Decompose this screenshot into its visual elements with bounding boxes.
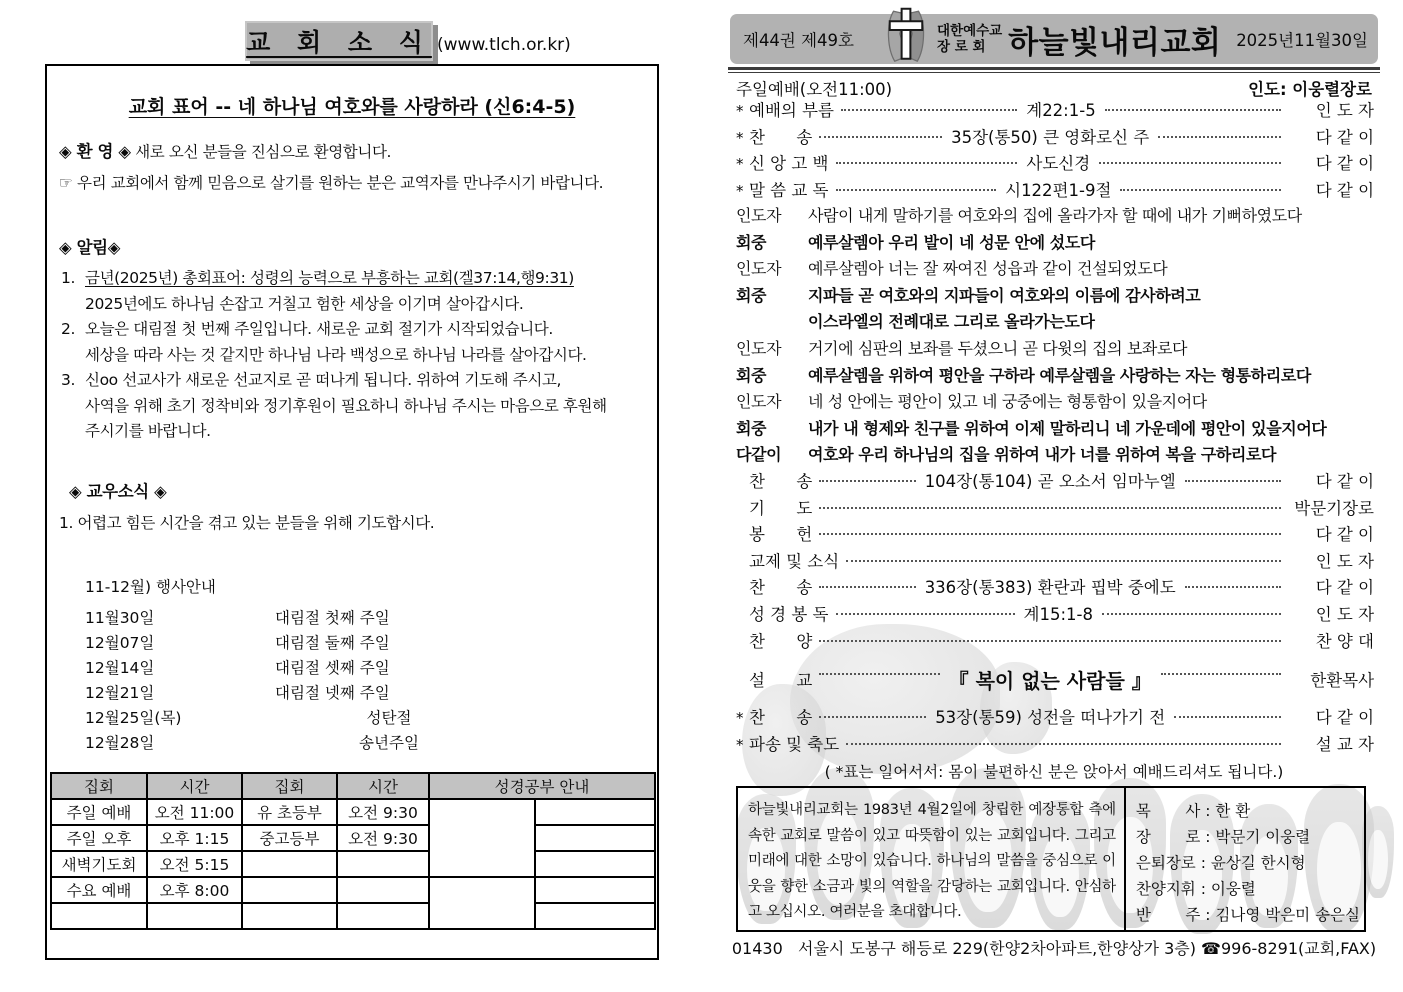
order-line: 성 경 봉 독 계15:1-8 인 도 자 (749, 604, 1375, 624)
order-line: 찬 송 104장(통104) 곧 오소서 임마누엘 다 같 이 (749, 472, 1375, 491)
announcement-item-cont: 2025년에도 하나님 손잡고 거칠고 험한 세상을 이기며 살아갑시다. (85, 294, 524, 313)
order-line: 교제 및 소식 인 도 자 (749, 551, 1374, 571)
reading-line: 회중 예루살렘을 위하여 평안을 구하라 예루살렘을 사랑하는 자는 형통하리로다 (736, 365, 1311, 385)
table-row: 새벽기도회 오전 5:15 (51, 851, 655, 877)
order-line: 기 도 박문기장로 (749, 498, 1374, 518)
sermon-title: 『 복이 없는 사람들 』 (948, 668, 1152, 693)
staff-line: 찬양지휘 : 이웅렬 (1135, 880, 1256, 898)
reading-line: 인도자 사람이 내게 말하기를 여호와의 집에 올라가자 할 때에 내가 기뻐하였도다 (736, 206, 1302, 225)
staff-line: 목 사 : 한 환 (1135, 802, 1251, 820)
member-news-section (47, 478, 681, 536)
church-website-url: (www.tlch.or.kr) (437, 35, 571, 55)
event-row: 12월28일 송년주일 (85, 734, 419, 752)
announcement-item: 1. 금년(2025년) 총회표어: 성령의 능력으로 부흥하는 교회(겔37:14,행9:31) (61, 269, 574, 287)
service-schedule-table (50, 772, 656, 930)
col-header-meeting-2: 집회 (242, 773, 337, 799)
church-introduction: 하늘빛내리교회는 1983년 4월2일에 창립한 예장통합 측에 속한 교회로 말씀이 있고 따뜻함이 있는 교회입니다. 그리고 미래에 대한 소망이 있습니다. 하나님의 말씀을 중심으로 이웃을 향한 소금과 빛의 역할을 감당하는 교회입니다. 안심하고 오십시오. 여러분을 초대합니다. (748, 802, 1116, 920)
reading-line: 회중 내가 내 형제와 친구를 위하여 이제 말하리니 네 가운데에 평안이 있을지어다 (736, 418, 1327, 438)
church-name: 하늘빛내리교회 (1008, 24, 1222, 61)
order-line: * 말 씀 교 독 시122편1-9절 다 같 이 (736, 180, 1375, 200)
denomination-label: 대한예수교 장 로 회 (937, 23, 1003, 55)
announcements-section (47, 234, 681, 445)
welcome-line-2: ☞ 우리 교회에서 함께 믿음으로 살기를 원하는 분은 교역자를 만나주시기 바랍니다. (59, 174, 604, 192)
masthead-divider (728, 67, 1380, 73)
announcement-item-cont: 사역을 위해 초기 정착비와 정기후원이 필요하니 하나님 주시는 마음으로 후원해 (85, 396, 607, 415)
table-row: 수요 예배 오후 8:00 (51, 877, 655, 903)
service-leader: 인도: 이웅렬장로 (1248, 80, 1372, 99)
announcement-item: 3. 신oo 선교사가 새로운 선교지로 곧 떠나게 됩니다. 위하여 기도해 주시고, (61, 371, 562, 389)
col-header-time: 시간 (147, 773, 242, 799)
issue-date: 2025년11월30일 (1236, 31, 1368, 50)
table-row: 주일 오후 오후 1:15 중고등부 오전 9:30 (51, 825, 655, 851)
reading-line: 회중 예루살렘아 우리 발이 네 성문 안에 섰도다 (736, 232, 1095, 252)
col-header-meeting: 집회 (51, 773, 147, 799)
order-line: 봉 헌 다 같 이 (749, 525, 1374, 545)
reading-line: 이스라엘의 전례대로 그리로 올라가는도다 (808, 312, 1095, 332)
service-time: 주일예배(오전11:00) (736, 80, 893, 99)
welcome-line-1: ◈ 환 영 ◈ 새로 오신 분들을 진심으로 환영합니다. (59, 142, 392, 161)
cross-logo-icon (881, 6, 931, 64)
reading-line: 다같이 여호와 우리 하나님의 집을 위하여 내가 너를 위하여 복을 구하리로다 (736, 445, 1277, 465)
left-page (0, 0, 700, 992)
welcome-heading: ◈ 환 영 ◈ (59, 142, 131, 161)
issue-number: 제44권 제49호 (743, 31, 854, 50)
staff-line: 장 로 : 박문기 이웅렬 (1135, 828, 1311, 846)
reading-line: 인도자 네 성 안에는 평안이 있고 네 궁중에는 형통함이 있을지어다 (736, 392, 1207, 412)
bible-study-cell (535, 825, 655, 851)
events-heading: 11-12월) 행사안내 (85, 578, 216, 596)
church-news-title: 교 회 소 식 (246, 28, 432, 57)
staff-list (1124, 788, 1364, 930)
church-motto: 교회 표어 -- 네 하나님 여호와를 사랑하라 (신6:4-5) (128, 96, 576, 118)
sermon-line: 설 교 『 복이 없는 사람들 』 한환목사 (736, 654, 1374, 704)
worship-order-middle (736, 468, 1374, 654)
staff-line: 은퇴장로 : 윤상길 한시형 (1135, 854, 1306, 872)
bible-study-cell (535, 851, 655, 877)
masthead (730, 14, 1378, 64)
responsive-reading (736, 203, 1381, 469)
events-section (47, 574, 707, 756)
reading-line: 회중 지파들 곧 여호와의 지파들이 여호와의 이름에 감사하려고 (736, 285, 1201, 305)
right-page (728, 0, 1403, 992)
welcome-section (47, 136, 681, 199)
order-line: * 파송 및 축도 설 교 자 (736, 734, 1374, 754)
table-header-row (51, 773, 655, 799)
church-address-footer: 01430 서울시 도봉구 해등로 229(한양2차아파트,한양상가 3층) ☎996-8291(교회,FAX) (731, 939, 1377, 958)
bible-study-cell (429, 877, 535, 929)
member-news-item: 1. 어렵고 힘든 시간을 겪고 있는 분들을 위해 기도합시다. (59, 514, 435, 532)
order-line: * 찬 송 35장(통50) 큰 영화로신 주 다 같 이 (736, 127, 1375, 147)
worship-order-top (736, 97, 1374, 203)
event-row: 12월07일 대림절 둘째 주일 (85, 634, 390, 652)
church-news-title-box (245, 21, 433, 61)
bible-study-cell (429, 799, 535, 877)
order-line: * 신 앙 고 백 사도신경 다 같 이 (736, 154, 1375, 174)
reading-line: 인도자 거기에 심판의 보좌를 두셨으니 곧 다윗의 집의 보좌로다 (736, 338, 1188, 358)
announcements-heading: ◈ 알림◈ (59, 238, 121, 257)
bible-study-cell (535, 877, 655, 903)
event-row: 12월14일 대림절 셋째 주일 (85, 659, 390, 677)
left-page-content-box (45, 64, 659, 960)
order-line: 찬 송 336장(통383) 환란과 핍박 중에도 다 같 이 (749, 578, 1375, 598)
announcement-item-cont: 세상을 따라 사는 것 같지만 하나님 나라 백성으로 하나님 나라를 살아갑시다. (85, 345, 587, 364)
announcement-item: 2. 오늘은 대림절 첫 번째 주일입니다. 새로운 교회 절기가 시작되었습니다. (61, 320, 553, 338)
bible-study-cell (535, 903, 655, 929)
standing-note: ( *표는 일어서서: 몸이 불편하신 분은 앉아서 예배드리셔도 됩니다.) (824, 763, 1284, 781)
worship-order-bottom (736, 704, 1374, 757)
event-row: 11월30일 대림절 첫째 주일 (85, 609, 390, 627)
col-header-bible-study: 성경공부 안내 (429, 773, 655, 799)
order-line: * 예배의 부름 계22:1-5 인 도 자 (736, 101, 1374, 120)
order-line: 찬 양 찬 양 대 (749, 631, 1374, 651)
col-header-time-2: 시간 (337, 773, 429, 799)
announcement-item-cont: 주시기를 바랍니다. (85, 422, 211, 440)
event-row: 12월21일 대림절 넷째 주일 (85, 684, 390, 702)
staff-line: 반 주 : 김나영 박은미 송은실 (1135, 906, 1360, 924)
event-row: 12월25일(목) 성탄절 (85, 709, 412, 727)
member-news-heading: ◈ 교우소식 ◈ (69, 482, 167, 501)
table-row: 주일 예배 오전 11:00 유 초등부 오전 9:30 (51, 799, 655, 825)
bible-study-cell (535, 799, 655, 825)
preacher-name: 한환목사 (1310, 671, 1375, 690)
church-info-box (736, 786, 1366, 932)
table-row (51, 903, 655, 929)
order-line: * 찬 송 53장(통59) 성전을 떠나가기 전 다 같 이 (736, 708, 1375, 727)
reading-line: 인도자 예루살렘아 너는 잘 짜여진 성읍과 같이 건설되었도다 (736, 259, 1168, 279)
